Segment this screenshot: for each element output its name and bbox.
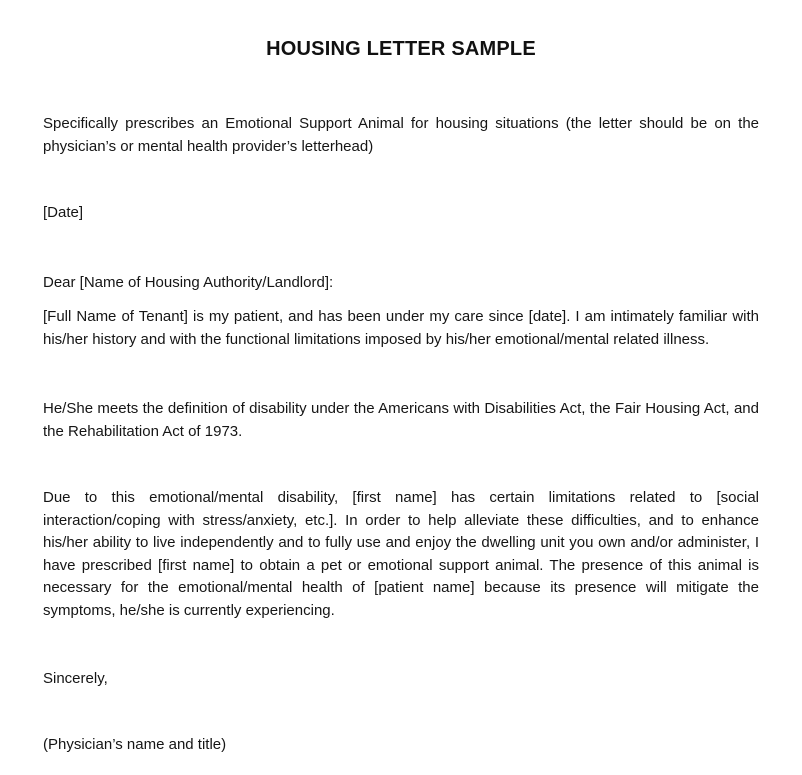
intro-instructions: Specifically prescribes an Emotional Support Animal for housing situations (the letter should be on the physician’s or mental health provider’s letterhead): [43, 115, 759, 155]
date-placeholder: [Date]: [43, 204, 84, 221]
closing: Sincerely,: [43, 670, 108, 687]
salutation: Dear [Name of Housing Authority/Landlord]:: [43, 274, 334, 291]
body-paragraph-disability: He/She meets the definition of disability under the Americans with Disabilities Act, the Fair Housing Act, and the Rehabilitation Act of 1973.: [43, 400, 759, 440]
page-title: HOUSING LETTER SAMPLE: [266, 38, 536, 60]
body-paragraph-patient: [Full Name of Tenant] is my patient, and has been under my care since [date]. I am intimately familiar with his/her history and with the functional limitations imposed by his/her emotional/mental related illness.: [43, 308, 759, 348]
signature-line: (Physician’s name and title): [43, 736, 227, 753]
body-paragraph-limitations: Due to this emotional/mental disability, [first name] has certain limitations related to [social interaction/coping with stress/anxiety, etc.]. In order to help alleviate these difficulties, and to enhance his/her ability to live independently and to fully use and enjoy the dwelling unit you own and/or administer, I have prescribed [first name] to obtain a pet or emotional support animal. The presence of this animal is necessary for the emotional/mental health of [patient name] because its presence will mitigate the symptoms, he/she is currently experiencing.: [43, 489, 759, 619]
